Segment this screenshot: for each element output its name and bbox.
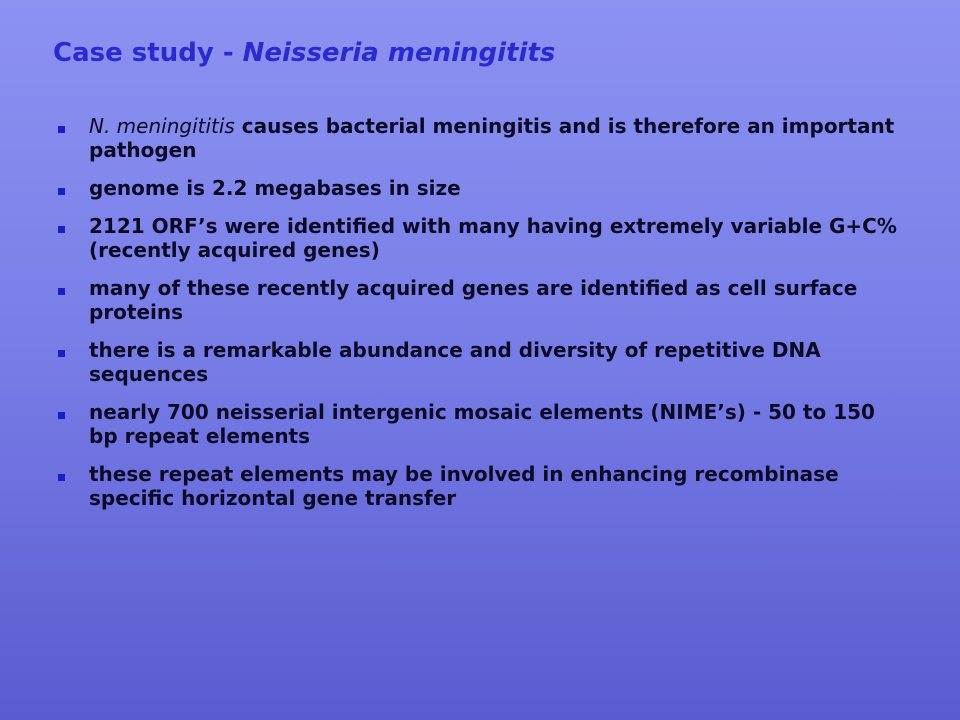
organism-term: N. meningititis: [89, 114, 235, 138]
bullet-square-icon: [58, 126, 65, 133]
title-prefix: Case study -: [53, 38, 243, 68]
bullet-item: [58, 400, 898, 448]
bullet-text: there is a remarkable abundance and diversity of repetitive DNA sequences: [89, 338, 821, 386]
bullet-item: [58, 114, 898, 162]
bullet-body: causes bacterial meningitis and is therefore an important pathogen: [89, 114, 895, 162]
bullet-list: [58, 114, 898, 524]
bullet-square-icon: [58, 188, 65, 195]
bullet-text: these repeat elements may be involved in enhancing recombinase specific horizontal gene transfer: [89, 462, 839, 510]
bullet-text: nearly 700 neisserial intergenic mosaic elements (NIME’s) - 50 to 150 bp repeat elements: [89, 400, 875, 448]
bullet-square-icon: [58, 350, 65, 357]
title-organism: Neisseria meningitits: [242, 38, 556, 68]
bullet-square-icon: [58, 412, 65, 419]
bullet-item: [58, 338, 898, 386]
bullet-item: [58, 276, 898, 324]
bullet-item: [58, 214, 898, 262]
bullet-text: [89, 114, 898, 162]
bullet-text: 2121 ORF’s were identified with many having extremely variable G+C% (recently acquired genes): [89, 214, 897, 262]
bullet-item: [58, 176, 898, 200]
bullet-text: many of these recently acquired genes are identified as cell surface proteins: [89, 276, 858, 324]
bullet-square-icon: [58, 474, 65, 481]
bullet-square-icon: [58, 226, 65, 233]
slide-title: [53, 38, 555, 68]
bullet-item: [58, 462, 898, 510]
bullet-text: genome is 2.2 megabases in size: [89, 176, 461, 200]
bullet-square-icon: [58, 288, 65, 295]
